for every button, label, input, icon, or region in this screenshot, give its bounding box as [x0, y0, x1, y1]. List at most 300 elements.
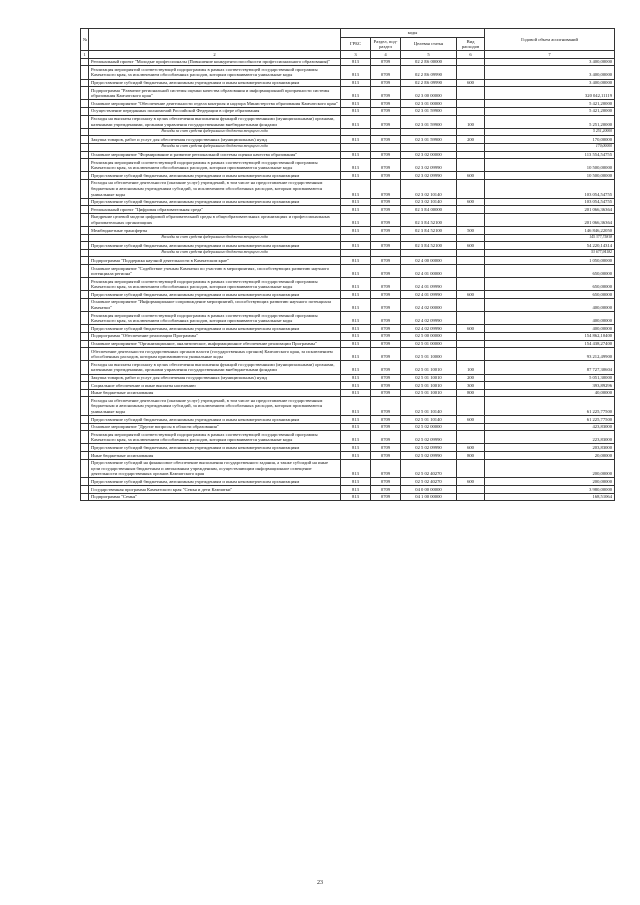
header-num: 5: [401, 51, 457, 59]
row-section: 0709: [371, 340, 401, 348]
row-section: 0709: [371, 348, 401, 361]
row-section: 0709: [371, 172, 401, 180]
row-grbs: 813: [341, 257, 371, 265]
row-section: 0709: [371, 291, 401, 299]
row-section: 0709: [371, 332, 401, 340]
row-grbs: 813: [341, 100, 371, 108]
row-target: 02 2 E6 09990: [401, 79, 457, 87]
table-row: [81, 332, 615, 340]
row-number: [81, 493, 89, 501]
row-target: 02 3 02 10140: [401, 179, 457, 198]
row-section: 0709: [371, 257, 401, 265]
header-no: №: [81, 29, 89, 51]
note-row: [81, 234, 615, 242]
row-amount: 10 500,00000: [485, 159, 615, 172]
row-name: Основное мероприятие "Другие вопросы в области образования": [89, 423, 341, 431]
row-target: 02 4 02 09990: [401, 312, 457, 325]
row-target: [401, 128, 457, 136]
note-row: [81, 249, 615, 257]
row-amount: 200,00000: [485, 459, 615, 478]
row-section: [371, 143, 401, 151]
row-number: [81, 128, 89, 136]
table-row: [81, 107, 615, 115]
row-number: [81, 278, 89, 291]
row-exptype: 600: [457, 79, 485, 87]
row-exptype: [457, 128, 485, 136]
row-number: [81, 265, 89, 278]
row-grbs: 813: [341, 79, 371, 87]
row-target: 02 3 E4 00000: [401, 206, 457, 214]
row-grbs: 813: [341, 312, 371, 325]
row-grbs: 813: [341, 291, 371, 299]
row-section: 0709: [371, 397, 401, 416]
header-amount: Годовой объем ассигнований: [485, 29, 615, 51]
row-target: 02 5 01 10000: [401, 348, 457, 361]
row-number: [81, 257, 89, 265]
row-number: [81, 136, 89, 144]
row-grbs: 813: [341, 179, 371, 198]
row-amount: 87 727,30604: [485, 361, 615, 374]
row-amount: 3 980,00000: [485, 486, 615, 494]
row-amount: 61 225,77500: [485, 397, 615, 416]
budget-page: [80, 28, 614, 501]
row-exptype: [457, 332, 485, 340]
row-grbs: 813: [341, 423, 371, 431]
row-grbs: 813: [341, 151, 371, 159]
row-section: 0709: [371, 325, 401, 333]
row-name: Предоставление субсидий бюджетным, автономным учреждениям и иным некоммерческим организациям: [89, 198, 341, 206]
row-exptype: 100: [457, 361, 485, 374]
row-target: 02 5 01 10010: [401, 374, 457, 382]
row-number: [81, 444, 89, 452]
row-number: [81, 397, 89, 416]
table-row: [81, 227, 615, 235]
table-header: [81, 29, 615, 59]
row-amount: 5 251,20000: [485, 115, 615, 128]
row-section: 0709: [371, 459, 401, 478]
row-target: 02 3 02 10140: [401, 198, 457, 206]
row-amount: 170,00000: [485, 143, 615, 151]
row-grbs: 813: [341, 242, 371, 250]
table-row: [81, 66, 615, 79]
row-number: [81, 452, 89, 460]
row-amount: 650,00000: [485, 291, 615, 299]
row-grbs: 813: [341, 159, 371, 172]
row-section: 0709: [371, 452, 401, 460]
row-name: Предоставление субсидий бюджетным, автономным учреждениям и иным некоммерческим организациям: [89, 79, 341, 87]
table-body: [81, 58, 615, 500]
row-name: Закупка товаров, работ и услуг для обеспечения государственных (муниципальных) нужд: [89, 374, 341, 382]
row-name: Закупка товаров, работ и услуг для обеспечения государственных (муниципальных) нужд: [89, 136, 341, 144]
row-number: [81, 159, 89, 172]
table-row: [81, 312, 615, 325]
row-grbs: 813: [341, 431, 371, 444]
row-target: 02 4 01 09990: [401, 278, 457, 291]
row-target: 02 5 02 09990: [401, 452, 457, 460]
table-row: [81, 206, 615, 214]
row-section: 0709: [371, 382, 401, 390]
row-exptype: [457, 179, 485, 198]
row-number: [81, 242, 89, 250]
row-amount: 3 400,00000: [485, 79, 615, 87]
row-amount: 650,00000: [485, 278, 615, 291]
row-amount: 40,00000: [485, 389, 615, 397]
row-number: [81, 58, 89, 66]
table-row: [81, 298, 615, 311]
row-amount: 423,83000: [485, 423, 615, 431]
table-row: [81, 493, 615, 501]
header-target: Целевая статья: [401, 38, 457, 51]
row-name: Обеспечение деятельности государственных органов власти (государственных органов) Камчатского края, за исключением обособленных расходов, которым присваиваются уникальные коды: [89, 348, 341, 361]
row-exptype: [457, 493, 485, 501]
page-number: 23: [317, 880, 323, 886]
table-row: [81, 416, 615, 424]
row-name: Расходы на выплаты персоналу в целях обеспечения выполнения функций государственными (муниципальными) органами, казенными учреждениями, органами управления государственными внебюджетными фондами: [89, 115, 341, 128]
row-amount: 154 438,27400: [485, 340, 615, 348]
row-section: 0709: [371, 423, 401, 431]
row-amount: 146 846,22050: [485, 227, 615, 235]
row-name: Расходы за счет средств федерального бюджета текущего года: [89, 249, 341, 257]
row-amount: 3 400,00000: [485, 58, 615, 66]
row-amount: 93 212,49900: [485, 348, 615, 361]
row-name: Региональный проект "Цифровая образовательная среда": [89, 206, 341, 214]
header-num: 7: [485, 51, 615, 59]
header-num: 2: [89, 51, 341, 59]
row-target: 02 5 01 10010: [401, 361, 457, 374]
row-section: 0709: [371, 389, 401, 397]
row-section: 0709: [371, 159, 401, 172]
header-exptype: Вид расходов: [457, 38, 485, 51]
row-number: [81, 374, 89, 382]
row-number: [81, 151, 89, 159]
row-number: [81, 87, 89, 100]
row-number: [81, 107, 89, 115]
table-row: [81, 486, 615, 494]
table-row: [81, 382, 615, 390]
row-amount: 650,00000: [485, 265, 615, 278]
header-codes: коды: [341, 29, 485, 38]
table-row: [81, 79, 615, 87]
row-amount: 113 554,54755: [485, 151, 615, 159]
row-target: 02 5 01 10010: [401, 382, 457, 390]
row-amount: 201 066,36364: [485, 206, 615, 214]
row-name: Расходы на обеспечение деятельности (оказание услуг) учреждений, в том числе на предоставление государственным бюджетным и автономным учреждениям субсидий, за исключением обособленных расходов, которым присваиваются уникальные коды: [89, 397, 341, 416]
row-target: 02 3 02 09990: [401, 159, 457, 172]
row-exptype: [457, 265, 485, 278]
row-exptype: [457, 206, 485, 214]
table-row: [81, 242, 615, 250]
row-target: 02 4 01 00000: [401, 265, 457, 278]
row-number: [81, 431, 89, 444]
row-target: 02 3 01 59900: [401, 136, 457, 144]
row-section: 0709: [371, 136, 401, 144]
row-exptype: [457, 340, 485, 348]
row-amount: 393,89296: [485, 382, 615, 390]
row-exptype: [457, 58, 485, 66]
row-section: 0709: [371, 66, 401, 79]
row-target: 02 3 02 09990: [401, 172, 457, 180]
row-exptype: 200: [457, 374, 485, 382]
row-name: Подпрограмма "Семья": [89, 493, 341, 501]
row-grbs: 813: [341, 87, 371, 100]
table-row: [81, 389, 615, 397]
row-exptype: [457, 397, 485, 416]
row-amount: 201 066,36364: [485, 213, 615, 226]
row-amount: 154 862,10400: [485, 332, 615, 340]
table-row: [81, 87, 615, 100]
row-name: Подпрограмма "Развитие региональной системы оценки качества образования и информационной прозрачности системы образования Камчатского края": [89, 87, 341, 100]
row-target: 02 4 01 09990: [401, 291, 457, 299]
row-exptype: [457, 486, 485, 494]
row-section: 0709: [371, 361, 401, 374]
row-section: 0709: [371, 374, 401, 382]
row-name: Расходы на обеспечение деятельности (оказание услуг) учреждений, в том числе на предоставление государственным бюджетным и автономным учреждениям субсидий, за исключением обособленных расходов, которым присваиваются уникальные коды: [89, 179, 341, 198]
row-exptype: [457, 66, 485, 79]
row-section: [371, 128, 401, 136]
row-exptype: [457, 159, 485, 172]
row-amount: 170,00000: [485, 136, 615, 144]
row-number: [81, 213, 89, 226]
row-section: 0709: [371, 444, 401, 452]
table-row: [81, 213, 615, 226]
row-grbs: 813: [341, 213, 371, 226]
row-target: 02 3 01 00000: [401, 100, 457, 108]
row-grbs: 813: [341, 389, 371, 397]
row-section: 0709: [371, 298, 401, 311]
row-grbs: 813: [341, 397, 371, 416]
row-target: 02 5 00 00000: [401, 332, 457, 340]
row-exptype: [457, 87, 485, 100]
table-row: [81, 444, 615, 452]
row-exptype: [457, 143, 485, 151]
row-section: 0709: [371, 198, 401, 206]
row-grbs: 813: [341, 325, 371, 333]
row-grbs: 813: [341, 66, 371, 79]
row-name: Расходы за счет средств федерального бюджета текущего года: [89, 128, 341, 136]
note-row: [81, 143, 615, 151]
table-row: [81, 478, 615, 486]
row-exptype: 600: [457, 172, 485, 180]
row-target: 02 4 02 00000: [401, 298, 457, 311]
row-amount: 400,00000: [485, 312, 615, 325]
row-section: 0709: [371, 312, 401, 325]
row-number: [81, 198, 89, 206]
row-exptype: 600: [457, 198, 485, 206]
row-grbs: 813: [341, 382, 371, 390]
row-target: 02 5 02 00000: [401, 423, 457, 431]
row-target: 02 3 E4 52100: [401, 227, 457, 235]
table-row: [81, 423, 615, 431]
row-grbs: 813: [341, 486, 371, 494]
table-row: [81, 278, 615, 291]
row-section: 0709: [371, 58, 401, 66]
row-name: Реализация мероприятий соответствующей подпрограммы в рамках соответствующей государственной программы Камчатского края, за исключением обособленных расходов, которым присваиваются уникальные коды: [89, 66, 341, 79]
row-section: 0709: [371, 213, 401, 226]
row-grbs: 813: [341, 298, 371, 311]
row-amount: 400,00000: [485, 325, 615, 333]
row-amount: 61 225,77500: [485, 416, 615, 424]
row-exptype: [457, 459, 485, 478]
row-grbs: [341, 234, 371, 242]
row-grbs: 813: [341, 374, 371, 382]
table-row: [81, 115, 615, 128]
row-target: [401, 234, 457, 242]
row-section: 0709: [371, 493, 401, 501]
row-exptype: [457, 100, 485, 108]
header-section: Раздел, под-раздел: [371, 38, 401, 51]
row-exptype: 600: [457, 325, 485, 333]
row-grbs: 813: [341, 265, 371, 278]
row-grbs: [341, 249, 371, 257]
row-grbs: 813: [341, 332, 371, 340]
row-number: [81, 206, 89, 214]
row-amount: 3 400,00000: [485, 66, 615, 79]
row-section: [371, 234, 401, 242]
row-exptype: [457, 423, 485, 431]
row-target: 02 3 02 00000: [401, 151, 457, 159]
row-number: [81, 361, 89, 374]
row-target: 02 5 01 10140: [401, 416, 457, 424]
row-target: 02 5 01 10010: [401, 389, 457, 397]
row-number: [81, 115, 89, 128]
note-row: [81, 128, 615, 136]
row-name: Основное мероприятие "Формирование и развитие региональной системы оценки качества образования": [89, 151, 341, 159]
row-target: 02 5 02 40270: [401, 478, 457, 486]
table-row: [81, 58, 615, 66]
row-amount: 10 500,00000: [485, 172, 615, 180]
row-exptype: [457, 312, 485, 325]
row-amount: 200,00000: [485, 478, 615, 486]
row-amount: 5 051,30000: [485, 374, 615, 382]
row-grbs: 813: [341, 227, 371, 235]
row-grbs: 813: [341, 198, 371, 206]
row-grbs: 813: [341, 459, 371, 478]
row-name: Государственная программа Камчатского края "Семья и дети Камчатки": [89, 486, 341, 494]
header-num: 1: [81, 51, 89, 59]
row-section: 0709: [371, 107, 401, 115]
row-name: Межбюджетные трансферты: [89, 227, 341, 235]
row-exptype: 200: [457, 136, 485, 144]
row-grbs: [341, 128, 371, 136]
row-exptype: [457, 348, 485, 361]
row-number: [81, 291, 89, 299]
row-exptype: 300: [457, 382, 485, 390]
row-target: 02 3 01 59900: [401, 115, 457, 128]
row-name: Реализация мероприятий соответствующей подпрограммы в рамках соответствующей государственной программы Камчатского края, за исключением обособленных расходов, которым присваиваются уникальные коды: [89, 278, 341, 291]
row-target: 02 4 02 09990: [401, 325, 457, 333]
row-amount: 5 421,20000: [485, 107, 615, 115]
row-amount: 5 421,20000: [485, 100, 615, 108]
table-row: [81, 172, 615, 180]
table-row: [81, 452, 615, 460]
row-target: 02 3 01 59900: [401, 107, 457, 115]
table-row: [81, 198, 615, 206]
row-number: [81, 249, 89, 257]
row-amount: 320 042,11119: [485, 87, 615, 100]
row-target: [401, 143, 457, 151]
row-name: Реализация мероприятий соответствующей подпрограммы в рамках соответствующей государственной программы Камчатского края, за исключением обособленных расходов, которым присваиваются уникальные коды: [89, 312, 341, 325]
row-number: [81, 486, 89, 494]
table-row: [81, 374, 615, 382]
row-grbs: 813: [341, 206, 371, 214]
row-section: 0709: [371, 416, 401, 424]
row-target: 02 5 02 09990: [401, 444, 457, 452]
table-row: [81, 397, 615, 416]
row-amount: 1 050,00000: [485, 257, 615, 265]
row-number: [81, 348, 89, 361]
row-number: [81, 298, 89, 311]
row-name: Иные бюджетные ассигнования: [89, 452, 341, 460]
row-grbs: 813: [341, 478, 371, 486]
row-section: 0709: [371, 100, 401, 108]
row-exptype: 600: [457, 444, 485, 452]
row-exptype: 100: [457, 115, 485, 128]
row-grbs: 813: [341, 136, 371, 144]
row-exptype: [457, 257, 485, 265]
row-name: Региональный проект "Молодые профессионалы (Повышение конкурентоспособности профессионального образования)": [89, 58, 341, 66]
row-name: Основное мероприятие "Содействие ученым Камчатки по участию в мероприятиях, способствующих развитию научного потенциала региона": [89, 265, 341, 278]
row-name: Реализация мероприятий соответствующей подпрограммы в рамках соответствующей государственной программы Камчатского края, за исключением обособленных расходов, которым присваиваются уникальные коды: [89, 159, 341, 172]
row-number: [81, 478, 89, 486]
budget-table: [80, 28, 615, 501]
row-amount: 103 054,54755: [485, 179, 615, 198]
row-section: 0709: [371, 478, 401, 486]
row-number: [81, 312, 89, 325]
table-row: [81, 361, 615, 374]
row-number: [81, 79, 89, 87]
table-row: [81, 100, 615, 108]
header-num: 6: [457, 51, 485, 59]
row-section: 0709: [371, 227, 401, 235]
row-target: 02 3 E4 52100: [401, 242, 457, 250]
row-section: [371, 249, 401, 257]
row-target: 02 2 E6 09990: [401, 66, 457, 79]
header-num: 4: [371, 51, 401, 59]
row-number: [81, 332, 89, 340]
row-number: [81, 340, 89, 348]
row-amount: 168,51064: [485, 493, 615, 501]
row-name: Предоставление субсидий бюджетным, автономным учреждениям и иным некоммерческим организациям: [89, 325, 341, 333]
row-number: [81, 179, 89, 198]
row-name: Предоставление субсидий бюджетным, автономным учреждениям и иным некоммерческим организациям: [89, 172, 341, 180]
row-grbs: 813: [341, 115, 371, 128]
row-grbs: 813: [341, 340, 371, 348]
row-section: 0709: [371, 87, 401, 100]
row-exptype: 600: [457, 242, 485, 250]
row-amount: 103 054,54755: [485, 198, 615, 206]
row-grbs: 813: [341, 172, 371, 180]
row-name: Расходы за счет средств федерального бюджета текущего года: [89, 234, 341, 242]
row-amount: 145 377,75818: [485, 234, 615, 242]
row-exptype: 600: [457, 416, 485, 424]
row-name: Предоставление субсидий бюджетным, автономным учреждениям и иным некоммерческим организациям: [89, 242, 341, 250]
row-name: Подпрограмма "Поддержка научной деятельности в Камчатском крае": [89, 257, 341, 265]
row-name: Расходы за счет средств федерального бюджета текущего года: [89, 143, 341, 151]
row-name: Предоставление субсидий на финансовое обеспечение выполнения государственного задания, а также субсидий на иные цели государственным бюджетным и автономным учреждениям, осуществляющим информационное освещение деятельности государственных органов Камчатского края: [89, 459, 341, 478]
row-exptype: 800: [457, 452, 485, 460]
row-exptype: [457, 249, 485, 257]
table-row: [81, 257, 615, 265]
row-grbs: 813: [341, 452, 371, 460]
row-amount: 20,00000: [485, 452, 615, 460]
row-name: Предоставление субсидий бюджетным, автономным учреждениям и иным некоммерческим организациям: [89, 416, 341, 424]
row-exptype: [457, 213, 485, 226]
row-amount: 54 220,14314: [485, 242, 615, 250]
row-section: 0709: [371, 151, 401, 159]
row-exptype: [457, 298, 485, 311]
row-name: Предоставление субсидий бюджетным, автономным учреждениям и иным некоммерческим организациям: [89, 291, 341, 299]
row-name: Подпрограмма "Обеспечение реализации Программы": [89, 332, 341, 340]
